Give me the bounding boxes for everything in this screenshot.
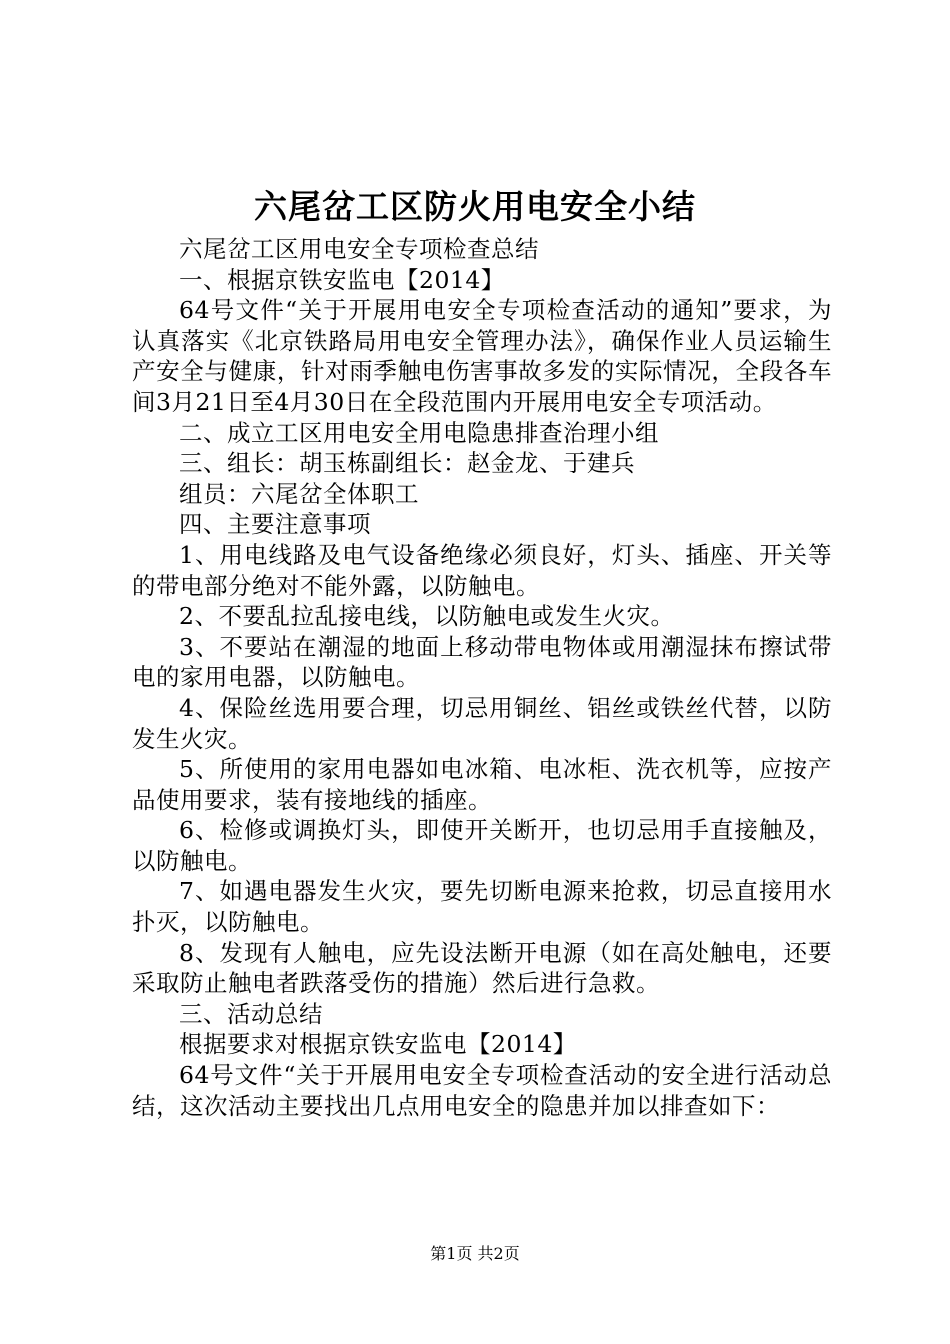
paragraph-item-2: 2、不要乱拉乱接电线，以防触电或发生火灾。 — [179, 602, 675, 631]
paragraph-item-7: 7、如遇电器发生火灾，要先切断电源来抢救，切忌直接用水扑灭，以防触电。 — [132, 877, 832, 937]
paragraph-leaders: 三、组长：胡玉栋副组长：赵金龙、于建兵 — [179, 449, 635, 478]
page-footer: 第1页 共2页 — [430, 1244, 520, 1263]
paragraph-summary-basis: 根据要求对根据京铁安监电【2014】 — [179, 1030, 577, 1059]
paragraph-notice: 64号文件“关于开展用电安全专项检查活动的通知”要求，为认真落实《北京铁路局用电安全管理办法》，确保作业人员运输生产安全与健康，针对雨季触电伤害事故多发的实际情况，全段各车间3月21日至4月30日在全段范围内开展用电安全专项活动。 — [132, 296, 832, 416]
paragraph-section-2: 二、成立工区用电安全用电隐患排查治理小组 — [179, 418, 659, 447]
paragraph-members: 组员：六尾岔全体职工 — [179, 479, 419, 508]
document-body — [132, 234, 832, 1121]
paragraph-subtitle: 六尾岔工区用电安全专项检查总结 — [179, 235, 539, 263]
paragraph-item-5: 5、所使用的家用电器如电冰箱、电冰柜、洗衣机等，应按产品使用要求，装有接地线的插座。 — [132, 755, 832, 814]
paragraph-section-4: 四、主要注意事项 — [179, 510, 371, 539]
paragraph-item-4: 4、保险丝选用要合理，切忌用铜丝、铝丝或铁丝代替，以防发生火灾。 — [132, 693, 832, 753]
paragraph-item-8: 8、发现有人触电，应先设法断开电源（如在高处触电，还要采取防止触电者跌落受伤的措施）然后进行急救。 — [132, 938, 832, 998]
document-title: 六尾岔工区防火用电安全小结 — [254, 187, 696, 226]
paragraph-summary-text: 64号文件“关于开展用电安全专项检查活动的安全进行活动总结，这次活动主要找出几点用电安全的隐患并加以排查如下： — [132, 1061, 832, 1120]
paragraph-item-1: 1、用电线路及电气设备绝缘必须良好，灯头、插座、开关等的带电部分绝对不能外露，以防触电。 — [132, 540, 832, 600]
paragraph-summary-heading: 三、活动总结 — [179, 999, 323, 1028]
paragraph-item-3: 3、不要站在潮湿的地面上移动带电物体或用潮湿抹布擦试带电的家用电器，以防触电。 — [132, 632, 832, 692]
paragraph-item-6: 6、检修或调换灯头，即使开关断开，也切忌用手直接触及，以防触电。 — [132, 816, 832, 875]
paragraph-section-1: 一、根据京铁安监电【2014】 — [179, 265, 505, 294]
